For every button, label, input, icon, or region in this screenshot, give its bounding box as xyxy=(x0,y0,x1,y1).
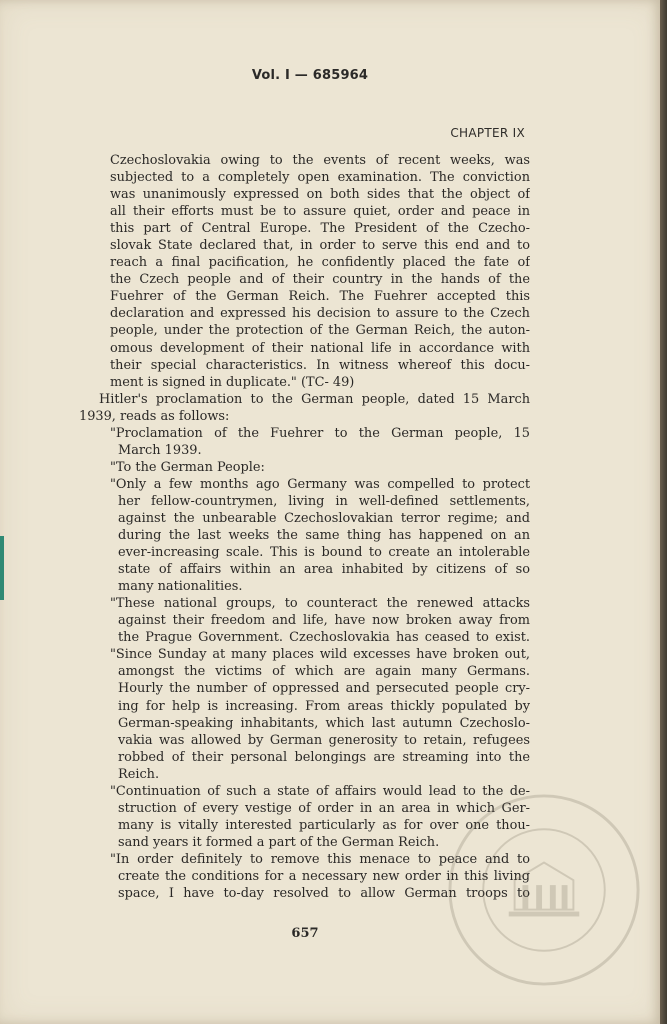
text-line: "These national groups, to counteract the renewed attacks xyxy=(110,596,530,612)
text-line: all their efforts must be to assure quiet, order and peace in xyxy=(110,204,530,220)
text-line: Hourly the number of oppressed and persecuted people cry- xyxy=(118,681,530,697)
text-line: "Continuation of such a state of affairs would lead to the de- xyxy=(110,783,530,799)
tab-marker xyxy=(0,536,4,600)
text-line: "Only a few months ago Germany was compelled to protect xyxy=(110,476,530,492)
text-line: her fellow-countrymen, living in well-defined settlements, xyxy=(118,493,530,509)
text-line: amongst the victims of which are again many Germans. xyxy=(118,664,530,680)
text-line: March 1939. xyxy=(118,442,202,458)
text-line: 1939, reads as follows: xyxy=(79,408,230,424)
text-line: Hitler's proclamation to the German people, dated 15 March xyxy=(99,391,530,407)
text-line: against their freedom and life, have now broken away from xyxy=(118,613,530,629)
text-line: many nationalities. xyxy=(118,579,243,595)
text-line: "Since Sunday at many places wild excesses have broken out, xyxy=(110,647,530,663)
text-line: ing for help is increasing. From areas thickly populated by xyxy=(118,698,530,714)
text-line: "Proclamation of the Fuehrer to the German people, 15 xyxy=(110,425,530,441)
text-line: during the last weeks the same thing has happened on an xyxy=(118,528,530,544)
body-text xyxy=(79,152,530,902)
text-line: this part of Central Europe. The President of the Czecho- xyxy=(110,221,530,237)
text-line: German-speaking inhabitants, which last autumn Czechoslo- xyxy=(118,715,530,731)
text-line: was unanimously expressed on both sides that the object of xyxy=(110,187,530,203)
text-line: "To the German People: xyxy=(110,459,265,475)
text-line: the Prague Government. Czechoslovakia has ceased to exist. xyxy=(118,630,530,646)
text-line: robbed of their personal belongings are streaming into the xyxy=(118,749,530,765)
text-line: against the unbearable Czechoslovakian terror regime; and xyxy=(118,510,530,526)
text-line: many is vitally interested particularly as for over one thou- xyxy=(118,817,530,833)
running-head: Vol. I — 685964 xyxy=(251,68,369,83)
text-line: struction of every vestige of order in an area in which Ger- xyxy=(118,800,530,816)
text-line: space, I have to-day resolved to allow German troops to xyxy=(118,886,530,902)
text-line: Fuehrer of the German Reich. The Fuehrer accepted this xyxy=(110,289,530,305)
text-line: omous development of their national life in accordance with xyxy=(110,340,530,356)
text-line: create the conditions for a necessary new order in this living xyxy=(118,868,530,884)
text-line: their special characteristics. In witness whereof this docu- xyxy=(110,357,530,373)
text-line: ever-increasing scale. This is bound to create an intolerable xyxy=(118,545,530,561)
chapter-heading: CHAPTER IX xyxy=(450,126,525,140)
text-line: ment is signed in duplicate." (TC- 49) xyxy=(110,374,355,390)
text-line: people, under the protection of the German Reich, the auton- xyxy=(110,323,530,339)
text-line: sand years it formed a part of the German Reich. xyxy=(118,834,440,850)
text-line: reach a final pacification, he confidently placed the fate of xyxy=(110,255,530,271)
text-line: vakia was allowed by German generosity to retain, refugees xyxy=(118,732,530,748)
text-line: the Czech people and of their country in the hands of the xyxy=(110,272,530,288)
text-line: declaration and expressed his decision to assure to the Czech xyxy=(110,306,530,322)
text-line: "In order definitely to remove this menace to peace and to xyxy=(110,851,530,867)
page-edge xyxy=(660,0,667,1024)
text-line: slovak State declared that, in order to serve this end and to xyxy=(110,238,530,254)
page-number: 657 xyxy=(291,926,319,941)
university-seal-watermark xyxy=(446,792,642,988)
text-line: subjected to a completely open examination. The conviction xyxy=(110,170,530,186)
text-line: Czechoslovakia owing to the events of recent weeks, was xyxy=(110,153,530,168)
text-line: Reich. xyxy=(118,766,160,782)
text-line: state of affairs within an area inhabited by citizens of so xyxy=(118,562,530,578)
